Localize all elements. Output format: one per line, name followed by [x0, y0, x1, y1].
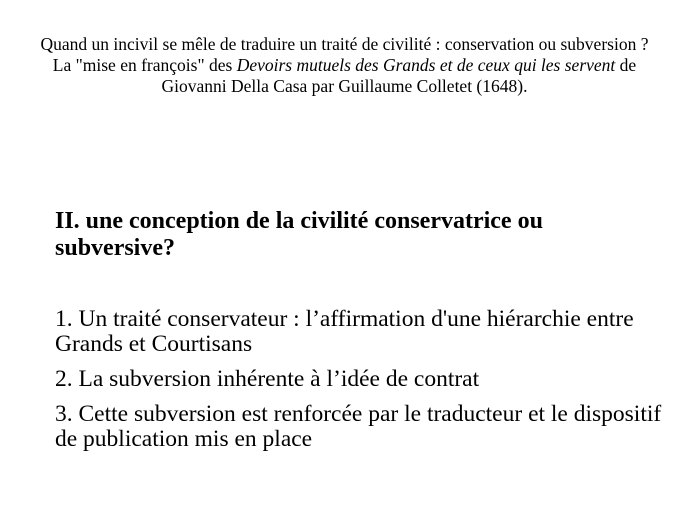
header-book-title: Devoirs mutuels des Grands et de ceux qui les servent — [236, 55, 616, 75]
header-subtitle — [20, 55, 669, 97]
point-2: 2. La subversion inhérente à l’idée de contrat — [55, 366, 480, 392]
section-title: II. une conception de la civilité conservatrice ou subversive? — [55, 208, 543, 261]
slide-header — [20, 34, 669, 97]
header-question: Quand un incivil se mêle de traduire un traité de civilité : conservation ou subversion ? — [40, 34, 649, 54]
point-1: 1. Un traité conservateur : l’affirmation d'une hiérarchie entre Grands et Courtisans — [55, 306, 634, 357]
header-subtitle-suffix: de Giovanni Della Casa par Guillaume Colletet (1648). — [161, 55, 637, 96]
points-list — [55, 307, 665, 462]
header-subtitle-prefix: La "mise en françois" des — [52, 55, 237, 75]
point-3: 3. Cette subversion est renforcée par le traducteur et le dispositif de publication mis en place — [55, 401, 662, 452]
